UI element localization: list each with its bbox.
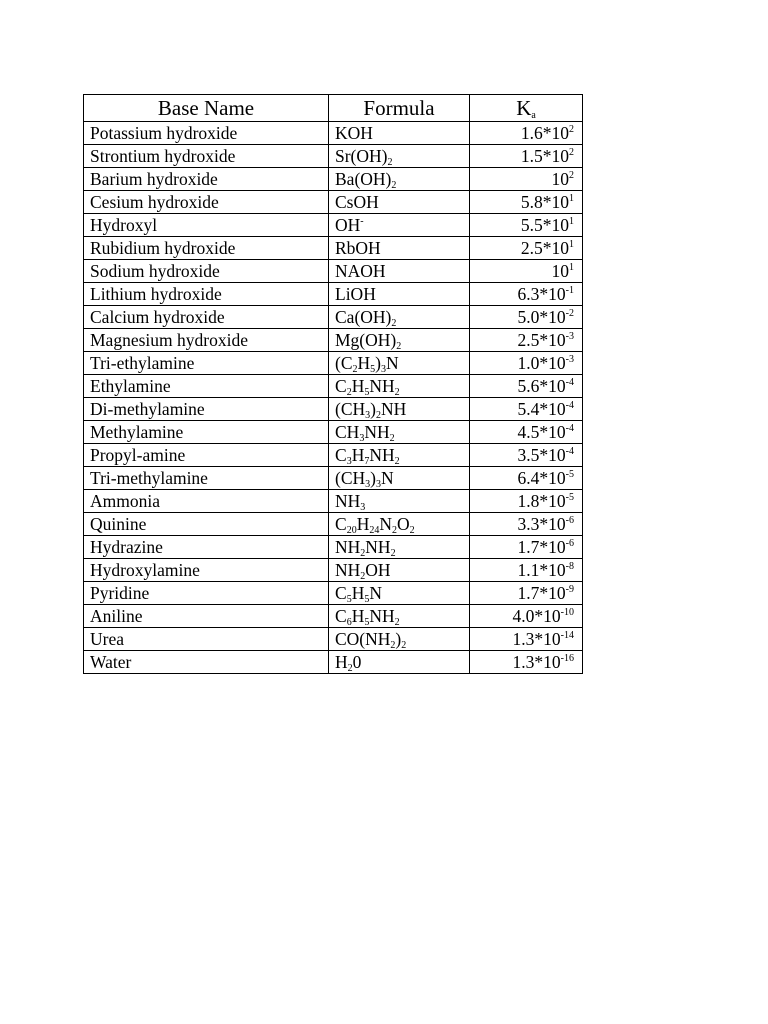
ka-mantissa: 2.5*10	[517, 330, 566, 350]
ka-exponent: -2	[565, 308, 574, 319]
formula-cell	[329, 559, 470, 582]
ka-cell	[470, 421, 583, 444]
formula-cell	[329, 237, 470, 260]
table-row	[84, 352, 583, 375]
formula-text: H	[335, 652, 348, 672]
formula-text: NH	[364, 422, 390, 442]
ka-mantissa: 3.5*10	[517, 445, 566, 465]
base-name-cell: Calcium hydroxide	[84, 306, 329, 329]
ka-mantissa: 4.0*10	[512, 606, 561, 626]
base-name-cell: Methylamine	[84, 421, 329, 444]
ka-cell	[470, 651, 583, 674]
formula-cell	[329, 145, 470, 168]
formula-cell	[329, 582, 470, 605]
formula-subscript: 3	[375, 479, 381, 490]
table-row	[84, 191, 583, 214]
formula-subscript: 2	[394, 387, 400, 398]
formula-cell	[329, 421, 470, 444]
formula-text: H	[357, 353, 371, 373]
ka-cell	[470, 490, 583, 513]
ka-cell	[470, 214, 583, 237]
formula-subscript: 2	[346, 387, 352, 398]
ka-cell	[470, 513, 583, 536]
ka-exponent: -8	[565, 561, 574, 572]
formula-text: N	[385, 353, 399, 373]
ka-mantissa: 5.6*10	[517, 376, 566, 396]
formula-cell	[329, 306, 470, 329]
table-row	[84, 605, 583, 628]
ka-cell	[470, 444, 583, 467]
header-ka	[470, 95, 583, 122]
formula-subscript: 3	[359, 433, 365, 444]
ka-mantissa: 6.4*10	[517, 468, 566, 488]
base-name-cell: Cesium hydroxide	[84, 191, 329, 214]
formula-text: CH	[335, 422, 360, 442]
formula-text: )	[370, 399, 376, 419]
formula-subscript: 3	[365, 479, 371, 490]
formula-text: CO(NH	[335, 629, 391, 649]
ka-mantissa: 1.6*10	[520, 123, 569, 143]
ka-mantissa: 1.3*10	[512, 652, 561, 672]
ka-cell	[470, 605, 583, 628]
ka-mantissa: 5.0*10	[517, 307, 566, 327]
ka-mantissa: 1.7*10	[517, 583, 566, 603]
ka-cell	[470, 306, 583, 329]
formula-text: LiOH	[335, 284, 376, 304]
base-name-cell: Quinine	[84, 513, 329, 536]
base-name-cell: Pyridine	[84, 582, 329, 605]
formula-cell	[329, 628, 470, 651]
base-name-cell: Propyl-amine	[84, 444, 329, 467]
formula-cell	[329, 168, 470, 191]
formula-subscript: 24	[369, 525, 380, 536]
ka-cell	[470, 582, 583, 605]
formula-subscript: 2	[401, 640, 407, 651]
formula-cell	[329, 490, 470, 513]
formula-subscript: 2	[387, 157, 393, 168]
table-row	[84, 237, 583, 260]
formula-subscript: 6	[346, 617, 352, 628]
table-row	[84, 444, 583, 467]
ka-cell	[470, 628, 583, 651]
table-row	[84, 490, 583, 513]
table-row	[84, 559, 583, 582]
ka-cell	[470, 237, 583, 260]
formula-text: NAOH	[335, 261, 386, 281]
base-constants-table	[83, 94, 583, 674]
formula-text: NH	[335, 491, 361, 511]
base-name-cell: Ammonia	[84, 490, 329, 513]
formula-text: CsOH	[335, 192, 379, 212]
ka-mantissa: 4.5*10	[517, 422, 566, 442]
formula-text: H	[356, 514, 370, 534]
formula-cell	[329, 329, 470, 352]
formula-subscript: 2	[391, 318, 397, 329]
formula-text: C	[335, 514, 347, 534]
ka-cell	[470, 467, 583, 490]
formula-subscript: 5	[346, 594, 352, 605]
table-body	[84, 122, 583, 674]
formula-subscript: 2	[360, 571, 366, 582]
formula-text: NH	[369, 376, 395, 396]
base-name-cell: Tri-ethylamine	[84, 352, 329, 375]
ka-exponent: -6	[565, 538, 574, 549]
formula-subscript: 2	[360, 548, 366, 559]
formula-text: C	[335, 376, 347, 396]
formula-text: N	[379, 514, 392, 534]
base-name-cell: Water	[84, 651, 329, 674]
formula-cell	[329, 260, 470, 283]
formula-cell	[329, 651, 470, 674]
base-name-cell: Rubidium hydroxide	[84, 237, 329, 260]
formula-cell	[329, 398, 470, 421]
formula-cell	[329, 122, 470, 145]
base-name-cell: Magnesium hydroxide	[84, 329, 329, 352]
base-name-cell: Hydroxylamine	[84, 559, 329, 582]
table-row	[84, 651, 583, 674]
ka-cell	[470, 559, 583, 582]
formula-text: N	[369, 583, 382, 603]
table-row	[84, 375, 583, 398]
ka-exponent: -4	[565, 446, 574, 457]
formula-subscript: 2	[390, 640, 396, 651]
ka-exponent: -5	[565, 492, 574, 503]
formula-subscript: 2	[352, 364, 358, 375]
formula-subscript: 3	[346, 456, 352, 467]
formula-text: NH	[369, 445, 395, 465]
formula-text: (C	[335, 353, 353, 373]
formula-text: H	[351, 376, 365, 396]
formula-subscript: 2	[394, 617, 400, 628]
ka-cell	[470, 536, 583, 559]
ka-mantissa: 1.8*10	[517, 491, 566, 511]
formula-text: C	[335, 583, 347, 603]
ka-exponent: -10	[560, 607, 574, 618]
table-row	[84, 214, 583, 237]
ka-cell	[470, 191, 583, 214]
base-name-cell: Di-methylamine	[84, 398, 329, 421]
formula-text: C	[335, 445, 347, 465]
ka-exponent: -3	[565, 354, 574, 365]
base-name-cell: Hydroxyl	[84, 214, 329, 237]
formula-text: )	[370, 468, 376, 488]
formula-subscript: 2	[391, 525, 397, 536]
ka-cell	[470, 329, 583, 352]
base-name-cell: Urea	[84, 628, 329, 651]
formula-text: NH	[365, 537, 391, 557]
base-name-cell: Strontium hydroxide	[84, 145, 329, 168]
header-ka-subscript: a	[531, 110, 536, 121]
formula-text: OH	[365, 560, 391, 580]
table-row	[84, 283, 583, 306]
ka-exponent: -9	[565, 584, 574, 595]
ka-mantissa: 5.4*10	[517, 399, 566, 419]
base-name-cell: Ethylamine	[84, 375, 329, 398]
formula-subscript: 5	[364, 617, 370, 628]
ka-exponent: 2	[569, 124, 574, 135]
formula-text: NH	[369, 606, 395, 626]
ka-mantissa: 10	[551, 261, 569, 281]
formula-subscript: 5	[370, 364, 376, 375]
ka-exponent: -14	[560, 630, 574, 641]
ka-mantissa: 10	[551, 169, 569, 189]
formula-subscript: 2	[390, 548, 396, 559]
base-name-cell: Aniline	[84, 605, 329, 628]
formula-subscript: 2	[409, 525, 415, 536]
ka-cell	[470, 168, 583, 191]
formula-cell	[329, 513, 470, 536]
table-row	[84, 421, 583, 444]
ka-exponent: -4	[565, 423, 574, 434]
table-row	[84, 513, 583, 536]
table-row	[84, 329, 583, 352]
ka-cell	[470, 283, 583, 306]
ka-mantissa: 5.5*10	[520, 215, 569, 235]
formula-text: RbOH	[335, 238, 381, 258]
ka-mantissa: 6.3*10	[517, 284, 566, 304]
formula-cell	[329, 605, 470, 628]
formula-subscript: 5	[364, 594, 370, 605]
formula-text: KOH	[335, 123, 373, 143]
ka-exponent: 1	[569, 239, 574, 250]
base-name-cell: Sodium hydroxide	[84, 260, 329, 283]
ka-cell	[470, 145, 583, 168]
ka-mantissa: 2.5*10	[520, 238, 569, 258]
ka-exponent: -3	[565, 331, 574, 342]
formula-subscript: 2	[347, 663, 353, 674]
formula-superscript: -	[360, 216, 364, 227]
formula-cell	[329, 467, 470, 490]
formula-subscript: 2	[394, 456, 400, 467]
formula-text: OH	[335, 215, 361, 235]
table-row	[84, 582, 583, 605]
formula-text: Ba(OH)	[335, 169, 392, 189]
base-name-cell: Potassium hydroxide	[84, 122, 329, 145]
formula-text: N	[380, 468, 394, 488]
ka-cell	[470, 352, 583, 375]
formula-text: H	[351, 445, 365, 465]
ka-mantissa: 1.0*10	[517, 353, 566, 373]
ka-exponent: -5	[565, 469, 574, 480]
table-row	[84, 536, 583, 559]
ka-cell	[470, 375, 583, 398]
formula-text: NH	[335, 560, 361, 580]
formula-text: Ca(OH)	[335, 307, 392, 327]
base-constants-table-container	[83, 94, 583, 674]
table-row	[84, 260, 583, 283]
formula-subscript: 20	[346, 525, 357, 536]
table-row	[84, 628, 583, 651]
formula-cell	[329, 214, 470, 237]
formula-text: Sr(OH)	[335, 146, 388, 166]
ka-exponent: -6	[565, 515, 574, 526]
ka-mantissa: 5.8*10	[520, 192, 569, 212]
formula-subscript: 7	[364, 456, 370, 467]
table-row	[84, 398, 583, 421]
formula-text: C	[335, 606, 347, 626]
ka-exponent: -4	[565, 377, 574, 388]
formula-text: NH	[380, 399, 407, 419]
formula-text: H	[351, 606, 365, 626]
ka-exponent: 1	[569, 262, 574, 273]
ka-mantissa: 1.7*10	[517, 537, 566, 557]
ka-exponent: -16	[560, 653, 574, 664]
formula-cell	[329, 191, 470, 214]
ka-mantissa: 1.1*10	[517, 560, 566, 580]
base-name-cell: Tri-methylamine	[84, 467, 329, 490]
formula-text: O	[396, 514, 410, 534]
base-name-cell: Lithium hydroxide	[84, 283, 329, 306]
ka-mantissa: 1.5*10	[520, 146, 569, 166]
formula-text: )	[375, 353, 381, 373]
ka-cell	[470, 260, 583, 283]
ka-cell	[470, 398, 583, 421]
ka-mantissa: 3.3*10	[517, 514, 566, 534]
table-row	[84, 122, 583, 145]
ka-exponent: -1	[565, 285, 574, 296]
formula-subscript: 2	[375, 410, 381, 421]
base-name-cell: Barium hydroxide	[84, 168, 329, 191]
formula-cell	[329, 444, 470, 467]
formula-text: H	[351, 583, 365, 603]
ka-exponent: 2	[569, 170, 574, 181]
formula-text: 0	[352, 652, 362, 672]
ka-exponent: 1	[569, 193, 574, 204]
formula-subscript: 3	[360, 502, 366, 513]
formula-text: )	[395, 629, 402, 649]
ka-exponent: -4	[565, 400, 574, 411]
ka-exponent: 1	[569, 216, 574, 227]
base-name-cell: Hydrazine	[84, 536, 329, 559]
table-row	[84, 168, 583, 191]
formula-subscript: 2	[389, 433, 395, 444]
ka-exponent: 2	[569, 147, 574, 158]
formula-subscript: 3	[365, 410, 371, 421]
header-base-name: Base Name	[84, 95, 329, 122]
formula-text: NH	[335, 537, 361, 557]
formula-text: (CH	[335, 468, 366, 488]
ka-cell	[470, 122, 583, 145]
formula-cell	[329, 352, 470, 375]
table-row	[84, 145, 583, 168]
formula-subscript: 3	[380, 364, 386, 375]
ka-mantissa: 1.3*10	[512, 629, 561, 649]
header-row	[84, 95, 583, 122]
formula-cell	[329, 536, 470, 559]
formula-subscript: 2	[396, 341, 402, 352]
formula-cell	[329, 283, 470, 306]
formula-text: (CH	[335, 399, 366, 419]
header-ka-symbol: K	[516, 96, 532, 120]
formula-text: Mg(OH)	[335, 330, 397, 350]
table-row	[84, 306, 583, 329]
header-formula: Formula	[329, 95, 470, 122]
formula-cell	[329, 375, 470, 398]
table-row	[84, 467, 583, 490]
formula-subscript: 5	[364, 387, 370, 398]
formula-subscript: 2	[391, 180, 397, 191]
